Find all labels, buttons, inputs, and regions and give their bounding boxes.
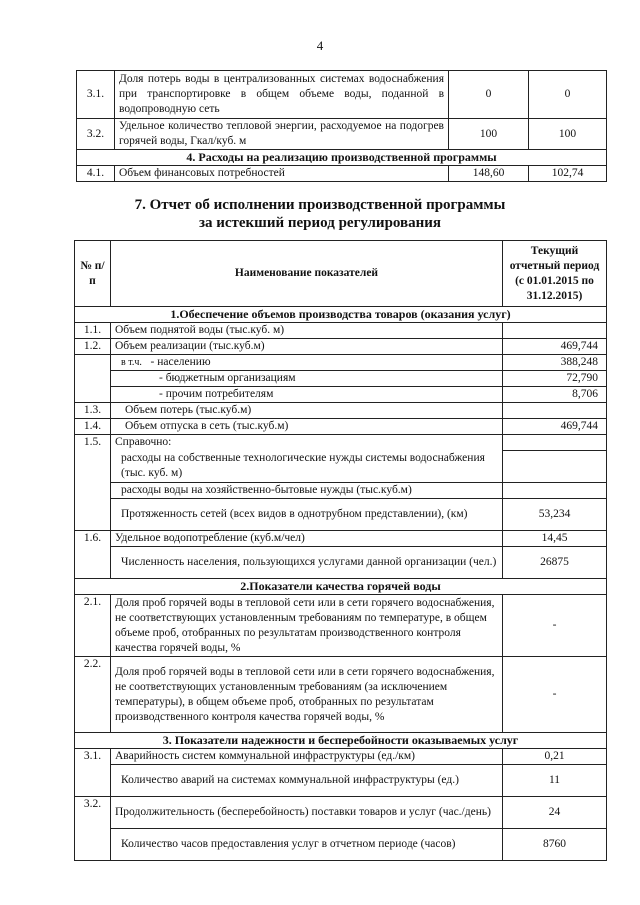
row-name: Удельное водопотребление (куб.м/чел) (111, 531, 503, 547)
row-number: 1.2. (75, 339, 111, 355)
row-value: - (503, 595, 607, 657)
row-value (503, 435, 607, 451)
row-value: 100 (529, 119, 607, 150)
row-name: Аварийность систем коммунальной инфраструктуры (ед./км) (111, 749, 503, 765)
row-value (503, 403, 607, 419)
table-row (75, 547, 607, 579)
row-name: Объем финансовых потребностей (115, 166, 449, 182)
row-number: 3.2. (77, 119, 115, 150)
table-row (75, 419, 607, 435)
table-row (75, 371, 607, 387)
row-number: 1.4. (75, 419, 111, 435)
row-number (75, 355, 111, 371)
row-name: Протяженность сетей (всех видов в однотрубном представлении), (км) (111, 499, 503, 531)
table-row (75, 451, 607, 483)
heading-line-1: 7. Отчет об исполнении производственной программы (134, 197, 506, 213)
section-row (77, 150, 607, 166)
table-row (75, 531, 607, 547)
row-value: - (503, 657, 607, 733)
row-number (75, 387, 111, 403)
row-value: 102,74 (529, 166, 607, 182)
row-value: 8,706 (503, 387, 607, 403)
row-number (75, 829, 111, 861)
row-value (503, 323, 607, 339)
row-number: 4.1. (77, 166, 115, 182)
row-number: 1.6. (75, 531, 111, 547)
table-row (77, 119, 607, 150)
row-value: 100 (449, 119, 529, 150)
row-name: Объем отпуска в сеть (тыс.куб.м) (111, 419, 503, 435)
row-value: 0 (529, 71, 607, 119)
table-row (75, 355, 607, 371)
page-number: 4 (316, 38, 324, 53)
header-value: Текущий отчетный период (с 01.01.2015 по 31.12.2015) (503, 241, 607, 307)
row-name: Продолжительность (бесперебойность) поставки товаров и услуг (час./день) (111, 797, 503, 829)
row-name: расходы на собственные технологические нужды системы водоснабжения (тыс. куб. м) (111, 451, 503, 483)
row-value: 53,234 (503, 499, 607, 531)
table-row (75, 499, 607, 531)
row-subname: - населению (150, 356, 211, 368)
row-value: 11 (503, 765, 607, 797)
row-prefix: в т.ч. (121, 357, 142, 368)
table-row (75, 829, 607, 861)
table-row (75, 435, 607, 451)
row-number (75, 451, 111, 483)
row-value: 14,45 (503, 531, 607, 547)
report-table (74, 240, 607, 861)
header-num: № п/п (75, 241, 111, 307)
row-number: 2.2. (75, 657, 111, 733)
table-row (77, 71, 607, 119)
row-value: 0 (449, 71, 529, 119)
top-table (76, 70, 607, 182)
row-value: 24 (503, 797, 607, 829)
row-value (503, 451, 607, 483)
row-name: Количество аварий на системах коммунальной инфраструктуры (ед.) (111, 765, 503, 797)
row-name: Количество часов предоставления услуг в отчетном периоде (часов) (111, 829, 503, 861)
section-row (75, 579, 607, 595)
table-row (75, 749, 607, 765)
row-name: Объем потерь (тыс.куб.м) (111, 403, 503, 419)
row-number: 3.1. (77, 71, 115, 119)
section-title: 4. Расходы на реализацию производственной программы (77, 150, 607, 166)
row-number (75, 483, 111, 499)
row-value: 388,248 (503, 355, 607, 371)
table-row (75, 657, 607, 733)
section-row (75, 307, 607, 323)
row-value: 148,60 (449, 166, 529, 182)
row-value: 469,744 (503, 419, 607, 435)
section-heading (0, 196, 640, 232)
row-name: Доля проб горячей воды в тепловой сети или в сети горячего водоснабжения, не соответствующих установленным требованиям по температуре, в общем объеме проб, отобранных по результатам производственного контроля качества горячей воды, % (111, 595, 503, 657)
row-value: 26875 (503, 547, 607, 579)
row-number (75, 547, 111, 579)
row-number: 1.1. (75, 323, 111, 339)
row-value: 469,744 (503, 339, 607, 355)
table-row (75, 403, 607, 419)
header-name: Наименование показателей (111, 241, 503, 307)
row-value: 72,790 (503, 371, 607, 387)
row-name: Численность населения, пользующихся услугами данной организации (чел.) (111, 547, 503, 579)
table-row (75, 595, 607, 657)
row-name: - бюджетным организациям (111, 371, 503, 387)
table-row (75, 323, 607, 339)
section-title: 3. Показатели надежности и бесперебойности оказываемых услуг (75, 733, 607, 749)
row-number: 1.3. (75, 403, 111, 419)
row-name: расходы воды на хозяйственно-бытовые нужды (тыс.куб.м) (111, 483, 503, 499)
row-number: 1.5. (75, 435, 111, 451)
row-number: 3.1. (75, 749, 111, 765)
row-number (75, 765, 111, 797)
row-number (75, 371, 111, 387)
row-value: 8760 (503, 829, 607, 861)
table-row (75, 483, 607, 499)
table-row (75, 387, 607, 403)
table-row (75, 797, 607, 829)
row-name: Доля проб горячей воды в тепловой сети или в сети горячего водоснабжения, не соответствующих установленным требованиям (за исключением температуры), в общем объеме проб, отобранных по результатам производственного контроля качества горячей воды, % (111, 657, 503, 733)
section-title: 2.Показатели качества горячей воды (75, 579, 607, 595)
header-row (75, 241, 607, 307)
row-number (75, 499, 111, 531)
table-row (75, 339, 607, 355)
row-name: Справочно: (111, 435, 503, 451)
table-row (77, 166, 607, 182)
table-row (75, 765, 607, 797)
row-number: 3.2. (75, 797, 111, 829)
row-name (111, 355, 503, 371)
row-value: 0,21 (503, 749, 607, 765)
row-name: Объем поднятой воды (тыс.куб. м) (111, 323, 503, 339)
row-value (503, 483, 607, 499)
row-number: 2.1. (75, 595, 111, 657)
section-row (75, 733, 607, 749)
heading-line-2: за истекший период регулирования (198, 215, 442, 231)
section-title: 1.Обеспечение объемов производства товаров (оказания услуг) (75, 307, 607, 323)
row-name: - прочим потребителям (111, 387, 503, 403)
row-name: Доля потерь воды в централизованных системах водоснабжения при транспортировке в общем объеме воды, поданной в водопроводную сеть (115, 71, 449, 119)
row-name: Объем реализации (тыс.куб.м) (111, 339, 503, 355)
row-name: Удельное количество тепловой энергии, расходуемое на подогрев горячей воды, Гкал/куб. м (115, 119, 449, 150)
